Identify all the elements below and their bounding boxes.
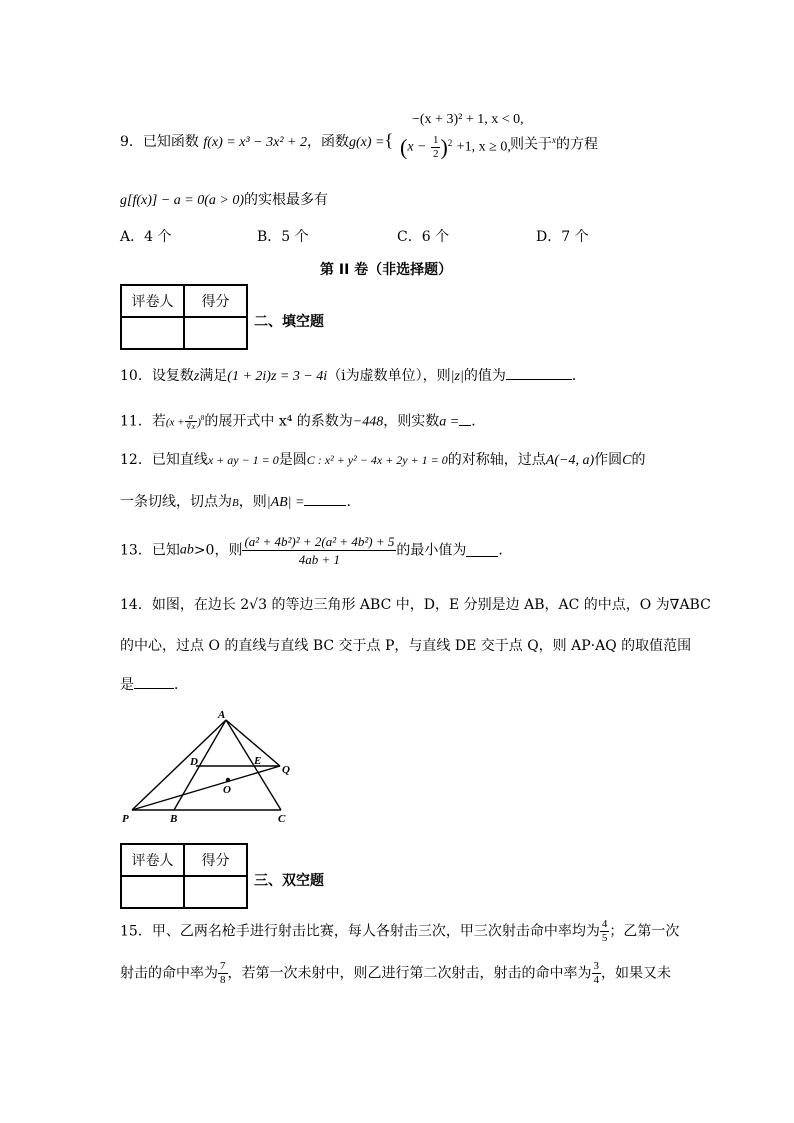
grader-cell — [121, 317, 184, 349]
q14-line3 — [120, 676, 188, 694]
q15-f3-num: 3 — [593, 960, 599, 972]
q14-end: ． — [174, 677, 188, 693]
q13-number: 13． — [120, 542, 152, 559]
q9-line1-end — [510, 131, 598, 154]
q15-f1-num: 4 — [601, 918, 608, 930]
q9-piece2: (x − $\frac{1}{2}$ )$^2$ +1, x ≥ 0, — [400, 134, 511, 160]
label-q: Q — [282, 764, 290, 776]
q10-equation: (1 + 2i)z = 3 − 4i — [227, 369, 328, 384]
q10-text2: 满足 — [199, 368, 228, 384]
q10-abs-z: |z| — [450, 369, 464, 384]
q9-f-def: f(x) = x³ − 3x² + 2 — [203, 135, 307, 150]
section-2-title: 二、填空题 — [254, 314, 324, 330]
q11-text1: 若 — [151, 413, 166, 430]
q13-text3: 的最小值为 — [396, 542, 467, 559]
label-c: C — [278, 813, 286, 825]
score-header-2: 得分 — [184, 844, 247, 876]
q11-a: a = — [439, 414, 460, 430]
q12-text3: 的对称轴，过点 — [447, 452, 546, 468]
edge-aq — [226, 720, 280, 766]
point-o — [226, 778, 230, 782]
label-e: E — [254, 755, 262, 767]
q12-point-a: A(−4, a) — [545, 453, 595, 468]
q15-line1b: ；乙第一次 — [609, 923, 680, 940]
q12-line1 — [120, 451, 645, 470]
grader-header-2: 评卷人 — [121, 844, 184, 876]
q15-line2c: ，如果又未 — [601, 965, 671, 982]
q13-text1: 已知 — [151, 542, 180, 559]
label-d: D — [190, 756, 198, 768]
q15-number: 15． — [120, 923, 152, 940]
grader-header: 评卷人 — [121, 285, 184, 317]
grader-cell-2 — [121, 876, 184, 908]
score-cell — [184, 317, 247, 349]
triangle-figure — [118, 708, 318, 828]
label-o: O — [223, 784, 231, 796]
q13-condition: ab — [179, 542, 194, 558]
q12-circle-c: C — [622, 453, 632, 468]
q15-f3-den: 4 — [593, 974, 599, 986]
q15-f2-num: 7 — [220, 960, 226, 972]
q9-post2: 的方程 — [556, 136, 598, 153]
q9-line2-eq: g[f(x)] − a = 0(a > 0) — [120, 193, 244, 208]
q9-piece2-cond: +1, x ≥ 0, — [456, 139, 511, 155]
q9-option-a: A．4 个 — [120, 229, 172, 245]
q13-answer-blank — [466, 544, 498, 557]
q15-fraction-1 — [600, 918, 610, 945]
q11-answer-blank — [459, 413, 471, 426]
q9-number: 9． — [120, 134, 143, 150]
q9-var-x: x — [552, 135, 556, 145]
q12-line-eq: x + ay − 1 = 0 — [207, 453, 279, 467]
score-header: 得分 — [184, 285, 247, 317]
q12-line2a: 一条切线，切点为 — [120, 494, 232, 510]
grade-table-2 — [120, 843, 248, 909]
q10-z: z — [193, 369, 200, 384]
q9-option-d: D．7 个 — [536, 229, 589, 245]
q10-text1: 设复数 — [151, 368, 194, 384]
q9-piece1 — [412, 110, 524, 129]
q12-point-b: B — [232, 497, 239, 509]
grade-table-1 — [120, 284, 248, 350]
q12-number: 12． — [120, 452, 152, 468]
q15-line1 — [120, 918, 679, 945]
q11-end: ． — [471, 413, 486, 430]
q12-circle-eq: C : x² + y² − 4x + 2y + 1 = 0 — [306, 453, 448, 467]
q13-fraction — [242, 533, 396, 568]
q11: 11．若(x + $\frac{a}{∛x}$ )$^8$的展开式中 x⁴ 的系数为−448，则实数a = ． — [120, 412, 486, 432]
q10 — [120, 367, 586, 386]
label-a: A — [218, 709, 226, 721]
q15-fraction-3 — [592, 960, 602, 987]
q11-text2: 的展开式中 x⁴ 的系数为 — [204, 413, 353, 430]
part2-title: 第 II 卷（非选择题） — [320, 262, 453, 278]
q13-end: . — [498, 542, 503, 559]
q9-pre-f: 已知函数 — [142, 134, 199, 150]
q10-number: 10． — [120, 368, 152, 384]
q15-line2b: ，若第一次未射中，则乙进行第二次射击，射击的命中率为 — [227, 965, 592, 982]
q15-fraction-2 — [218, 960, 228, 987]
q9-option-c: C．6 个 — [397, 229, 450, 245]
q9-post: 则关于 — [510, 136, 552, 153]
q15-line1a: 甲、乙两名枪手进行射击比赛，每人各射击三次，甲三次射击命中率均为 — [151, 923, 600, 940]
q9-half-fraction: $\frac{1}{2}$ — [432, 134, 439, 160]
q15-line2a: 射击的命中率为 — [120, 965, 218, 982]
q14-line3-text: 是 — [120, 677, 134, 693]
q9-option-b: B．5 个 — [257, 229, 309, 245]
q10-answer-blank — [506, 367, 572, 380]
score-cell-2 — [184, 876, 247, 908]
section-3-title: 三、双空题 — [254, 873, 324, 889]
q13 — [120, 533, 503, 568]
q11-number: 11． — [120, 413, 152, 430]
q12-line2 — [120, 493, 351, 512]
q15-f1-den: 5 — [601, 932, 608, 944]
q13-numerator: (a² + 4b²)² + 2(a² + 4b²) + 5 — [244, 534, 395, 549]
q12-answer-blank — [304, 493, 346, 506]
q15-f2-den: 8 — [220, 974, 226, 986]
q9-mid: ，函数 — [306, 134, 349, 150]
q13-denominator: 4ab + 1 — [298, 552, 341, 567]
q9-line2 — [120, 191, 328, 210]
q14-answer-blank — [134, 676, 174, 689]
edge-ab — [174, 720, 226, 810]
q14-line2 — [120, 637, 691, 655]
q9-piece1-text: −(x + 3)² + 1, x < 0, — [412, 112, 524, 127]
q9-line2-text: 的实根最多有 — [244, 192, 328, 208]
q10-text3: （i为虚数单位），则 — [327, 368, 451, 384]
q11-text3: ，则实数 — [383, 413, 440, 430]
q15-line2 — [120, 960, 671, 987]
q12-text1: 已知直线 — [151, 452, 208, 468]
q14-line2-text: 的中心，过点 O 的直线与直线 BC 交于点 P，与直线 DE 交于点 Q，则 AP·AQ 的取值范围 — [120, 638, 692, 654]
q9-g-lhs: g(x) = — [348, 135, 385, 150]
q13-text2: >0，则 — [193, 542, 243, 559]
q14-line1-text: 如图，在边长 2√3 的等边三角形 ABC 中，D，E 分别是边 AB，AC 的中点，O 为∇ABC — [151, 597, 711, 613]
q14-number: 14． — [120, 597, 152, 613]
q11-value: −448 — [352, 414, 384, 430]
q10-end: ． — [571, 368, 586, 384]
q14-line1 — [120, 596, 711, 614]
q12-end: . — [346, 494, 351, 510]
q9-line1: 9．已知函数 f(x) = x³ − 3x² + 2，函数g(x) ={ — [120, 130, 394, 150]
q12-ab: |AB| = — [266, 495, 305, 510]
q12-text2: 是圆 — [278, 452, 307, 468]
q12-text5: 的 — [631, 452, 646, 468]
q11-fraction: $\frac{a}{∛x}$ — [186, 412, 196, 432]
label-p: P — [122, 813, 129, 825]
q10-text4: 的值为 — [463, 368, 506, 384]
label-b: B — [170, 813, 178, 825]
q12-text4: 作圆 — [594, 452, 623, 468]
q12-line2b: ，则 — [238, 494, 267, 510]
